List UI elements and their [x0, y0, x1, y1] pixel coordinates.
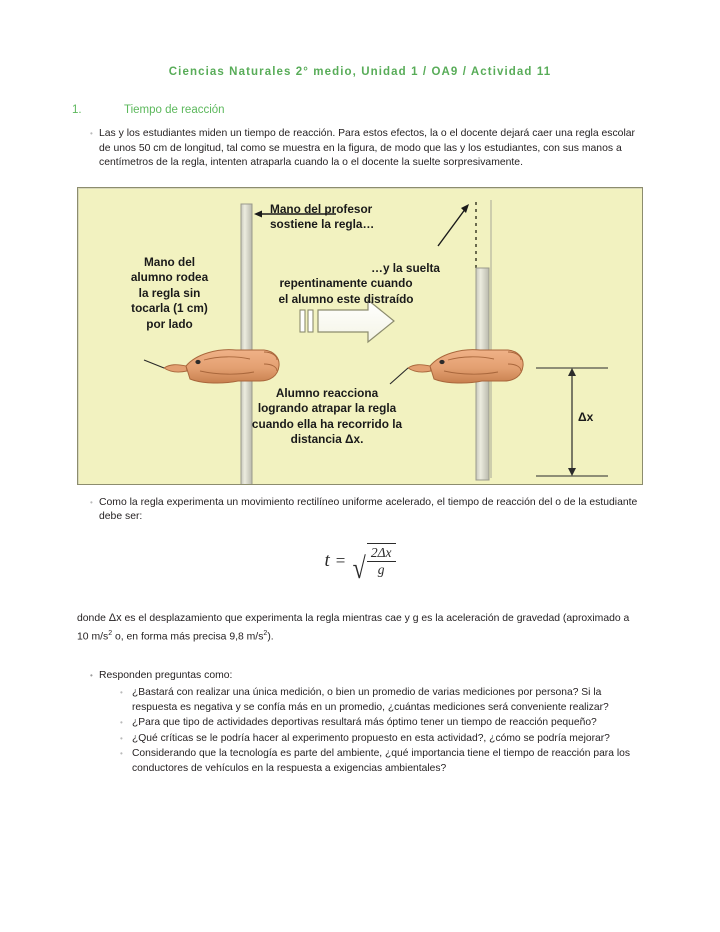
section-heading [72, 104, 648, 116]
explanation-symbol: Δx [108, 611, 122, 624]
bullet-icon: • [120, 718, 123, 728]
bullet-icon: • [120, 688, 123, 698]
student-right-hand [390, 349, 523, 383]
explanation-middle: o, en forma más precisa 9,8 m/s [112, 631, 264, 643]
explanation-sup-1: 2 [108, 629, 113, 637]
intro-paragraph-text: Las y los estudiantes miden un tiempo de reacción. Para estos efectos, la o el docente dejará caer una regla escolar de unos 50 cm de longitud, tal como se muestra en la figura, de modo que las y los estudiantes, con sus manos a centímetros de la regla, intenten atraparla cuando la o el docente la suelte sorpresivamente. [99, 128, 636, 169]
formula-radical [351, 543, 395, 585]
question-text: ¿Bastará con realizar una única medición, o bien un promedio de varias mediciones por persona? Si la respuesta es negativa y se confía más en un promedio, ¿cuántas mediciones será conveniente realizar? [132, 687, 609, 713]
section-title: Tiempo de reacción [124, 104, 225, 116]
questions-intro-text: Responden preguntas como: [99, 669, 233, 681]
bullet-icon: • [120, 733, 123, 743]
formula-denominator: g [367, 561, 396, 579]
reaction-time-formula [324, 543, 395, 585]
question-text: Considerando que la tecnología es parte del ambiente, ¿qué importancia tiene el tiempo de reacción para los conductores de vehículos en la respuesta a exigencias ambientales? [132, 748, 630, 774]
explanation-body: es el desplazamiento que experimenta la regla mientras cae y g es la aceleración de gravedad (aproximado a 10 m/s [77, 612, 630, 643]
list-item [72, 686, 648, 715]
experiment-figure [77, 187, 643, 485]
explanation-prefix: donde [77, 612, 109, 624]
intro-paragraph-row [72, 127, 648, 171]
bullet-icon: • [90, 129, 93, 138]
explanation-sup-2: 2 [263, 629, 268, 637]
questions-list [72, 686, 648, 776]
list-item [72, 716, 648, 731]
student-left-hand [144, 349, 279, 382]
list-item [72, 732, 648, 747]
after-figure-text: Como la regla experimenta un movimiento rectilíneo uniforme acelerado, el tiempo de reacción del o de la estudiante debe ser: [99, 496, 638, 523]
formula-explanation [77, 611, 643, 645]
formula-variable: t [324, 549, 330, 571]
radical-sign-icon: √ [353, 551, 367, 585]
formula-numerator: 2Δx [370, 544, 392, 560]
list-item [72, 747, 648, 776]
bullet-icon: • [120, 749, 123, 759]
label-student-hand: Mano del alumno rodea la regla sin tocarla (1 cm) por lado [130, 254, 209, 331]
section-number: 1. [72, 104, 82, 116]
after-figure-row [72, 496, 648, 525]
questions-intro-row [72, 669, 648, 684]
label-release: …y la suelta repentinamente cuando el alumno este distraído [278, 260, 440, 306]
formula-equals: = [335, 550, 346, 570]
formula-block [72, 543, 648, 605]
question-text: ¿Qué críticas se le podría hacer al experimento propuesto en esta actividad?, ¿cómo se podría mejorar? [132, 732, 610, 744]
bullet-icon: • [90, 670, 93, 680]
question-text: ¿Para que tipo de actividades deportivas resultará más óptimo tener un tiempo de reacción pequeño? [132, 717, 597, 729]
bullet-icon: • [90, 497, 93, 507]
label-delta-x: Δx [578, 409, 594, 424]
formula-fraction [367, 543, 396, 579]
label-reaction: Alumno reacciona logrando atrapar la regla cuando ella ha recorrido la distancia Δx. [251, 385, 403, 447]
document-title: Ciencias Naturales 2° medio, Unidad 1 / OA9 / Actividad 11 [168, 66, 552, 78]
explanation-suffix: ). [267, 631, 274, 643]
label-teacher-hand: Mano del profesor sostiene la regla… [270, 201, 375, 231]
